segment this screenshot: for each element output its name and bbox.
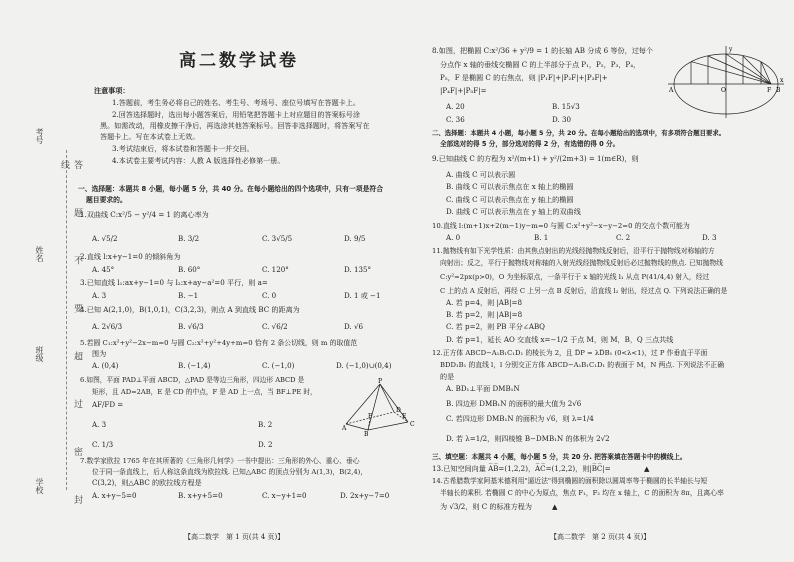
page-2 [430,0,792,562]
question-8-cont2: P₅，F 是椭圆 C 的右焦点，则 |P₁F|+|P₂F|+|P₃F|+ [440,73,608,82]
fig6-label-c: C [410,421,415,428]
question-8-cont: 分点作 x 轴的垂线交椭圆 C 的上半部分于点 P₁，P₂，P₃，P₄， [440,60,641,69]
question-10: 10.直线 l:(m+1)x+2(m−1)y−m=0 与圆 C:x²+y²−x−y−2=0 的交点个数可能为 [432,222,690,230]
q2-option-b: B. 60° [178,265,201,274]
page-1-footer: 【高二数学 第 1 页(共 4 页)】 [184,533,285,541]
q4-option-a: A. 2√6/3 [92,322,123,331]
fig8-label-o: O [721,87,726,94]
q1-option-c: C. 3√5/5 [262,234,293,243]
q4-option-b: B. √6/3 [178,322,204,331]
q4-option-c: C. √6/2 [262,322,288,331]
class-label: 班级 [35,346,44,362]
q6-option-d: D. 2 [258,440,273,449]
question-11: 11.抛物线有如下光学性质：由其焦点射出的光线经抛物线反射后，沿平行于抛物线对称轴的方 [432,247,715,255]
seal-text: 答 题 不 要 超 过 密 封 线 [59,160,82,523]
section-1-heading-cont: 题目要求的。 [86,196,127,204]
fig6-label-f: F [368,413,373,420]
pyramid-figure [342,378,422,436]
q3-option-b: B. −1 [178,291,199,300]
q5-option-b: B. (−1,4) [178,361,211,370]
name-label: 姓名 [35,246,44,262]
fig6-label-b: B [364,431,369,436]
question-14: 14.古希腊数学家阿基米德利用"逼近法"得到椭圆的面积除以圆周率等于椭圆的长半轴长与短 [432,477,708,485]
fig8-label-f: F [767,87,772,94]
question-12-cont2: 的是 [440,372,455,381]
notice-1: 1.答题前，考生务必将自己的姓名、考生号、考场号、座位号填写在答题卡上。 [112,98,360,107]
question-5: 5.若圆 C₁:x²+y²−2x−m=0 与圆 C₂:x²+y²+4y+m=0 恰有 2 条公切线，则 m 的取值范 [80,339,358,347]
q7-option-d: D. 2x+y−7=0 [340,491,390,500]
q10-option-d: D. 3 [702,233,717,242]
q8-option-b: B. 15√3 [552,102,580,111]
fig6-label-e: E [402,413,407,420]
question-9: 9.已知曲线 C 的方程为 x²/(m+1) + y²/(2m+3) = 1(m∈R)，则 [432,154,639,163]
question-1: 1.双曲线 C:x²/5 − y²/4 = 1 的离心率为 [80,210,209,219]
q1-option-a: A. √5/2 [92,234,118,243]
q11-option-c: C. 若 p=2，则 PB 平分∠ABQ [446,322,545,331]
question-3: 3.已知直线 l₁:ax+y−1=0 与 l₂:x+ay−a²=0 平行，则 a= [80,278,268,287]
q10-option-b: B. 1 [534,233,549,242]
binding-margin [0,0,82,562]
ellipse-figure [668,44,786,120]
q8-option-c: C. 36 [446,115,465,124]
fig6-label-p: P [378,378,383,385]
q12-option-c: C. 若四边形 DMB₁N 的面积为 √6，则 λ=1/4 [446,414,594,423]
question-4: 4.已知 A(2,1,0)，B(1,0,1)，C(3,2,3)，则点 A 到直线 BC 的距离为 [80,305,300,314]
fig8-label-y: y [729,46,733,53]
q12-option-b: B. 四边形 DMB₁N 的面积的最大值为 2√6 [446,399,582,408]
question-11-cont3: C 上的点 A 反射后，再经 C 上另一点 B 反射后，沿直线 l₂ 射出，经过点 Q. 下列说法正确的是 [440,287,728,295]
q9-option-d: D. 曲线 C 可以表示焦点在 y 轴上的双曲线 [446,207,581,216]
q11-option-b: B. 若 p=2，则 |AB|=8 [446,310,523,319]
q10-option-c: C. 2 [616,233,631,242]
q14-answer-blank: ▲ [552,502,558,511]
notice-2a: 2.回答选择题时，选出每小题答案后，用铅笔把答题卡上对应题目的答案标号涂 [112,110,360,119]
question-2: 2.直线 l:x+y−1=0 的倾斜角为 [80,252,181,261]
q11-option-d: D. 若 p=1，延长 AO 交直线 x=−1/2 于点 M，则 M，B，Q 三点共线 [446,335,674,344]
page-2-footer: 【高二数学 第 2 页(共 4 页)】 [550,533,651,541]
q1-option-b: B. 3/2 [178,234,200,243]
question-7-cont2: C(3,2)，则△ABC 的欧拉线方程是 [92,478,202,487]
question-11-cont: 向射出；反之，平行于抛物线对称轴的入射光线经抛物线反射后必过抛物线的焦点. 已知抛物线 [440,259,723,267]
question-5-cont: 围为 [92,349,107,358]
q3-option-c: C. 0 [262,291,277,300]
section-2-heading-cont: 全部选对的得 5 分，部分选对的得 2 分，有选错的得 0 分。 [440,140,620,148]
q7-option-a: A. x+y−5=0 [92,491,137,500]
notice-2c: 答题卡上。写在本试卷上无效。 [100,132,200,141]
q5-option-d: D. (−1,0)∪(0,4) [336,361,392,370]
q9-option-a: A. 曲线 C 可以表示圆 [446,170,516,179]
question-8: 8.如图，把椭圆 C:x²/36 + y²/9 = 1 的长轴 AB 分成 6 等份，过每个 [432,46,653,55]
question-7-cont: 位于同一条直线上，后人称这条直线为欧拉线. 已知△ABC 的顶点分别为 A(1,3)，B(2,4)， [92,468,368,476]
q12-option-d: D. 若 λ=1/2，则四棱锥 B−DMB₁N 的体积为 2√2 [446,434,610,443]
notice-heading: 注意事项： [94,86,130,95]
school-label: 学校 [35,478,44,494]
q5-option-a: A. (0,4) [92,361,119,370]
q7-option-b: B. x+y+5=0 [178,491,223,500]
question-6-cont: 矩形，且 AD=2AB，E 是 CD 的中点，F 是 AD 上一点，当 BF⊥PE 时， [92,388,317,396]
question-7: 7.数学家欧拉 1765 年在其所著的《三角形几何学》一书中提出：三角形的外心、重心、垂心 [80,457,360,465]
q2-option-c: C. 120° [262,265,289,274]
q6-option-c: C. 1/3 [92,440,114,449]
question-13: 13.已知空间向量 A̅B̅=(1,2,2)，A̅C̅=(1,2,2)，则|B̅C̅|= [432,464,611,473]
notice-4: 4.本试卷主要考试内容：人教 A 版选择性必修第一册。 [112,156,285,165]
q12-option-a: A. BD₁⊥平面 DMB₁N [446,384,520,393]
q1-option-d: D. 9/5 [344,234,366,243]
fig6-label-a: A [342,425,347,432]
fig6-label-d: D [396,407,401,414]
notice-3: 3.考试结束后，将本试卷和答题卡一并交回。 [112,144,254,153]
q8-option-a: A. 20 [446,102,465,111]
exam-number-label: 考号 [35,128,44,144]
q10-option-a: A. 0 [446,233,461,242]
q3-option-d: D. 1 或 −1 [344,291,381,300]
question-12: 12.正方体 ABCD−A₁B₁C₁D₁ 的棱长为 2，且 D̅P = λD̅B₁ (0<λ<1)，过 P 作垂直于平面 [432,349,708,357]
page-1 [74,0,426,562]
question-6-ratio: AF/FD = [92,400,124,409]
q2-option-d: D. 135° [344,265,372,274]
fig8-label-a: A [669,87,674,94]
q13-answer-blank: ▲ [644,464,650,473]
section-3-heading: 三、填空题：本题共 4 小题，每小题 5 分，共 20 分. 把答案填在答题卡中的横线上。 [432,453,687,461]
section-2-heading: 二、选择题：本题共 4 小题，每小题 5 分，共 20 分。在每小题给出的选项中，有多项符合题目要求。 [432,129,726,137]
question-11-cont2: C:y²=2px(p>0)，O 为坐标原点，一条平行于 x 轴的光线 l₁ 从点 P(41/4,4) 射入，经过 [440,273,710,281]
question-12-cont: BDD₁B₁ 的直线 l，l 分别交正方体 ABCD−A₁B₁C₁D₁ 的表面于 M，N 两点. 下列说法不正确 [440,361,724,369]
q6-option-b: B. 2 [258,420,273,429]
q8-option-d: D. 30 [552,115,571,124]
question-14-cont: 半轴长的乘积. 若椭圆 C 的中心为原点，焦点 F₁，F₂ 均在 x 轴上，C 的面积为 8π，且离心率 [440,489,724,497]
section-1-heading: 一、选择题：本题共 8 小题，每小题 5 分，共 40 分。在每小题给出的四个选项中，只有一项是符合 [78,185,383,193]
q7-option-c: C. x−y+1=0 [262,491,307,500]
q4-option-d: D. √6 [344,322,363,331]
notice-2b: 黑。如需改动，用橡皮擦干净后，再选涂其他答案标号。回答非选择题时，将答案写在 [100,121,370,130]
q2-option-a: A. 45° [92,265,115,274]
fig8-label-b: B [776,87,781,94]
q9-option-c: C. 曲线 C 可以表示焦点在 y 轴上的椭圆 [446,195,574,204]
question-14-cont2: 为 √3/2，则 C 的标准方程为 [440,502,532,511]
q3-option-a: A. 3 [92,291,107,300]
fig8-label-x: x [780,77,784,84]
question-8-cont3: |P₄F|+|P₅F|= [440,86,487,95]
q11-option-a: A. 若 p=4，则 |AB|=8 [446,298,522,307]
question-6: 6.如图，平面 PAD⊥平面 ABCD，△PAD 是等边三角形，四边形 ABCD 是 [80,376,305,384]
exam-title: 高二数学试卷 [179,51,299,71]
q5-option-c: C. (−1,0) [262,361,295,370]
q6-option-a: A. 3 [92,420,107,429]
q9-option-b: B. 曲线 C 可以表示焦点在 x 轴上的椭圆 [446,182,574,191]
